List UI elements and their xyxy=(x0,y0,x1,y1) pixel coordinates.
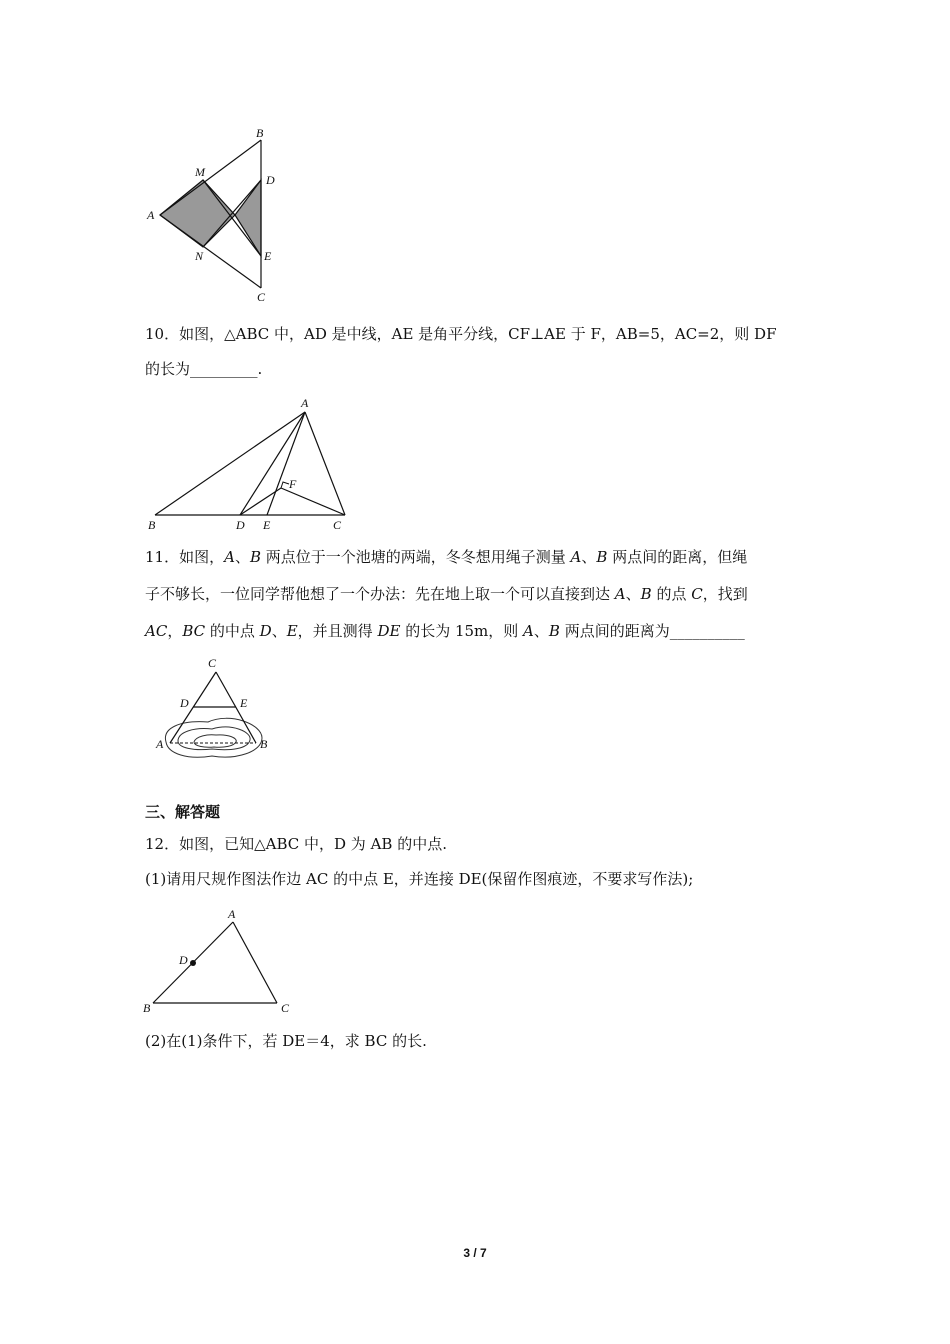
label-m: M xyxy=(195,165,205,179)
q11-line2: 子不够长，一位同学帮他想了一个办法：先在地上取一个可以直接到达 A、B 的点 C，找到 xyxy=(145,585,748,603)
label-b: B xyxy=(260,737,268,751)
segment-df xyxy=(240,488,281,515)
label-c: C xyxy=(208,656,217,670)
right-angle-mark xyxy=(281,482,289,488)
label-a: A xyxy=(301,396,309,410)
pond-outline-inner xyxy=(194,735,236,748)
q10-line2: 的长为_________. xyxy=(145,360,263,378)
label-a: A xyxy=(147,208,155,222)
label-n: N xyxy=(195,249,204,263)
label-e: E xyxy=(240,696,248,710)
label-b: B xyxy=(148,518,156,532)
side-ac xyxy=(305,412,345,515)
q12-line1: 12．如图，已知△ABC 中，D 为 AB 的中点. xyxy=(145,835,447,853)
figure-q9 xyxy=(140,120,300,310)
label-c: C xyxy=(333,518,342,532)
q12-line3: (2)在(1)条件下，若 DE＝4，求 BC 的长. xyxy=(145,1032,427,1050)
label-a: A xyxy=(228,907,236,921)
side-ac xyxy=(233,922,277,1003)
label-e: E xyxy=(263,518,271,532)
q10-line1: 10．如图，△ABC 中，AD 是中线，AE 是角平分线，CF⊥AE 于 F，AB=5，AC=2，则 DF xyxy=(145,325,777,343)
label-f: F xyxy=(289,477,297,491)
q11-line1: 11．如图，A、B 两点位于一个池塘的两端，冬冬想用绳子测量 A、B 两点间的距离，但绳 xyxy=(145,548,748,566)
q12-line2: (1)请用尺规作图法作边 AC 的中点 E，并连接 DE(保留作图痕迹，不要求写作法); xyxy=(145,870,694,888)
label-d: D xyxy=(266,173,275,187)
label-c: C xyxy=(281,1001,290,1015)
side-ab xyxy=(155,412,305,515)
shaded-triangle-de xyxy=(235,180,261,256)
label-b: B xyxy=(256,126,264,140)
point-d xyxy=(190,960,196,966)
label-c: C xyxy=(257,290,266,304)
page-number: 3 / 7 xyxy=(463,1246,487,1260)
figure-q12 xyxy=(140,902,300,1017)
q11-line3: AC，BC 的中点 D、E，并且测得 DE 的长为 15m，则 A、B 两点间的距离为__________ xyxy=(145,622,745,640)
figure-q10 xyxy=(140,392,360,537)
shaded-quadrilateral-amon xyxy=(160,180,235,247)
label-d: D xyxy=(180,696,189,710)
pond-outline-middle xyxy=(178,727,250,750)
segment-cf xyxy=(281,488,345,515)
label-a: A xyxy=(156,737,164,751)
label-d: D xyxy=(179,953,188,967)
figure-q11 xyxy=(150,652,280,767)
label-e: E xyxy=(264,249,272,263)
pond-outline-outer xyxy=(165,718,262,757)
label-d: D xyxy=(236,518,245,532)
label-b: B xyxy=(143,1001,151,1015)
section-heading: 三、解答题 xyxy=(145,803,221,821)
